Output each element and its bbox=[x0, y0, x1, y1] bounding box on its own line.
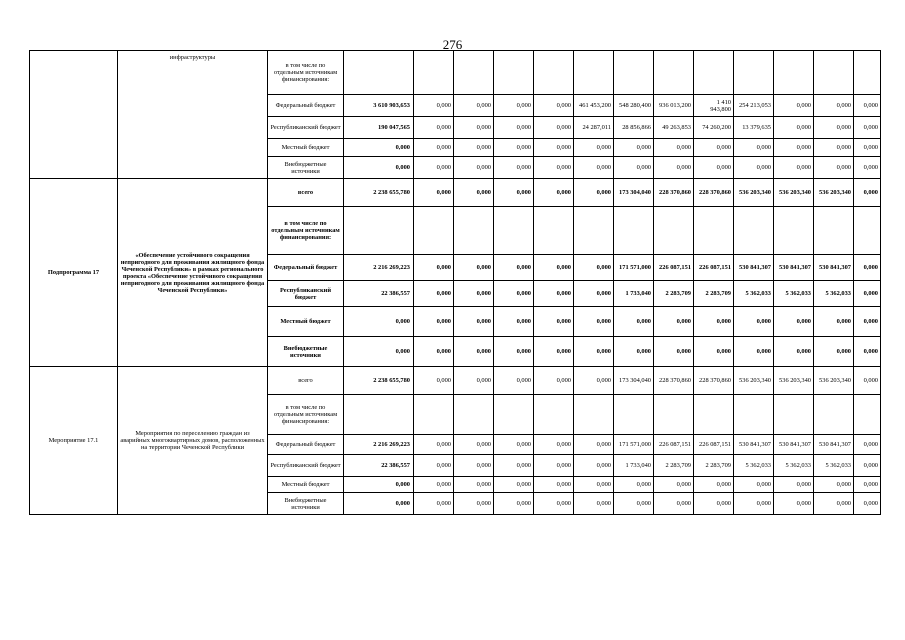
year-amount: 0,000 bbox=[414, 117, 454, 139]
budget-table bbox=[29, 50, 881, 515]
total-amount bbox=[344, 51, 414, 95]
year-amount bbox=[814, 207, 854, 255]
year-amount: 254 213,053 bbox=[734, 95, 774, 117]
funding-source: Внебюджетные источники bbox=[268, 493, 344, 515]
year-amount: 0,000 bbox=[814, 493, 854, 515]
year-amount: 0,000 bbox=[854, 455, 881, 477]
year-amount: 0,000 bbox=[494, 435, 534, 455]
year-amount: 936 013,200 bbox=[654, 95, 694, 117]
year-amount bbox=[574, 395, 614, 435]
year-amount: 0,000 bbox=[414, 367, 454, 395]
year-amount: 0,000 bbox=[854, 435, 881, 455]
year-amount: 0,000 bbox=[774, 139, 814, 157]
year-amount: 0,000 bbox=[734, 477, 774, 493]
year-amount: 0,000 bbox=[534, 455, 574, 477]
year-amount: 0,000 bbox=[734, 337, 774, 367]
year-amount: 530 841,307 bbox=[814, 255, 854, 281]
year-amount: 171 571,000 bbox=[614, 255, 654, 281]
year-amount: 0,000 bbox=[614, 139, 654, 157]
year-amount bbox=[814, 51, 854, 95]
year-amount: 0,000 bbox=[454, 179, 494, 207]
year-amount: 0,000 bbox=[534, 117, 574, 139]
total-amount: 3 610 903,653 bbox=[344, 95, 414, 117]
year-amount: 0,000 bbox=[574, 337, 614, 367]
section-label bbox=[30, 51, 118, 179]
year-amount: 0,000 bbox=[694, 337, 734, 367]
funding-source: Республиканский бюджет bbox=[268, 281, 344, 307]
funding-source: Федеральный бюджет bbox=[268, 435, 344, 455]
year-amount: 0,000 bbox=[454, 493, 494, 515]
year-amount: 0,000 bbox=[574, 307, 614, 337]
year-amount: 0,000 bbox=[454, 435, 494, 455]
funding-source: в том числе по отдельным источникам финансирования: bbox=[268, 51, 344, 95]
year-amount: 0,000 bbox=[494, 281, 534, 307]
funding-source: Республиканский бюджет bbox=[268, 455, 344, 477]
year-amount: 0,000 bbox=[494, 157, 534, 179]
year-amount: 228 370,860 bbox=[654, 367, 694, 395]
total-amount: 2 238 655,780 bbox=[344, 179, 414, 207]
total-amount bbox=[344, 395, 414, 435]
year-amount: 536 203,340 bbox=[774, 179, 814, 207]
year-amount: 1 733,040 bbox=[614, 455, 654, 477]
year-amount: 0,000 bbox=[494, 477, 534, 493]
year-amount: 0,000 bbox=[574, 455, 614, 477]
year-amount bbox=[614, 207, 654, 255]
year-amount: 0,000 bbox=[454, 255, 494, 281]
year-amount: 0,000 bbox=[814, 337, 854, 367]
year-amount: 0,000 bbox=[734, 139, 774, 157]
year-amount: 0,000 bbox=[854, 157, 881, 179]
year-amount: 0,000 bbox=[494, 367, 534, 395]
year-amount bbox=[774, 395, 814, 435]
year-amount: 0,000 bbox=[414, 307, 454, 337]
year-amount: 0,000 bbox=[694, 307, 734, 337]
year-amount: 226 087,151 bbox=[654, 255, 694, 281]
total-amount: 0,000 bbox=[344, 337, 414, 367]
year-amount: 0,000 bbox=[774, 337, 814, 367]
funding-source: Внебюджетные источники bbox=[268, 337, 344, 367]
year-amount: 228 370,860 bbox=[654, 179, 694, 207]
year-amount: 1 733,040 bbox=[614, 281, 654, 307]
year-amount: 0,000 bbox=[814, 117, 854, 139]
year-amount: 0,000 bbox=[534, 337, 574, 367]
year-amount: 226 087,151 bbox=[654, 435, 694, 455]
year-amount: 0,000 bbox=[854, 179, 881, 207]
year-amount: 0,000 bbox=[414, 455, 454, 477]
year-amount: 0,000 bbox=[574, 477, 614, 493]
year-amount: 13 379,635 bbox=[734, 117, 774, 139]
year-amount: 0,000 bbox=[854, 255, 881, 281]
year-amount: 0,000 bbox=[454, 337, 494, 367]
year-amount: 0,000 bbox=[414, 477, 454, 493]
year-amount: 0,000 bbox=[414, 139, 454, 157]
year-amount: 0,000 bbox=[854, 307, 881, 337]
year-amount: 0,000 bbox=[494, 493, 534, 515]
year-amount: 24 287,011 bbox=[574, 117, 614, 139]
year-amount: 0,000 bbox=[454, 139, 494, 157]
year-amount: 0,000 bbox=[654, 307, 694, 337]
year-amount bbox=[614, 51, 654, 95]
year-amount: 536 203,340 bbox=[814, 179, 854, 207]
total-amount: 2 238 655,780 bbox=[344, 367, 414, 395]
year-amount bbox=[854, 207, 881, 255]
year-amount: 0,000 bbox=[574, 281, 614, 307]
table-row bbox=[30, 367, 881, 395]
funding-source: Местный бюджет bbox=[268, 139, 344, 157]
year-amount bbox=[414, 207, 454, 255]
year-amount: 0,000 bbox=[774, 477, 814, 493]
year-amount bbox=[534, 51, 574, 95]
year-amount: 0,000 bbox=[614, 493, 654, 515]
year-amount bbox=[654, 51, 694, 95]
year-amount: 536 203,340 bbox=[814, 367, 854, 395]
year-amount: 0,000 bbox=[534, 255, 574, 281]
year-amount: 0,000 bbox=[534, 157, 574, 179]
year-amount bbox=[534, 395, 574, 435]
year-amount: 530 841,307 bbox=[814, 435, 854, 455]
year-amount: 0,000 bbox=[534, 307, 574, 337]
year-amount: 0,000 bbox=[454, 95, 494, 117]
year-amount bbox=[614, 395, 654, 435]
funding-source: Местный бюджет bbox=[268, 477, 344, 493]
year-amount: 0,000 bbox=[574, 179, 614, 207]
year-amount: 0,000 bbox=[534, 435, 574, 455]
year-amount: 0,000 bbox=[414, 95, 454, 117]
year-amount bbox=[694, 207, 734, 255]
year-amount bbox=[414, 395, 454, 435]
year-amount: 5 362,033 bbox=[774, 455, 814, 477]
year-amount bbox=[774, 51, 814, 95]
total-amount: 190 047,565 bbox=[344, 117, 414, 139]
year-amount bbox=[534, 207, 574, 255]
year-amount: 0,000 bbox=[454, 367, 494, 395]
year-amount bbox=[454, 395, 494, 435]
year-amount bbox=[494, 207, 534, 255]
year-amount: 0,000 bbox=[854, 367, 881, 395]
year-amount: 0,000 bbox=[454, 281, 494, 307]
year-amount: 0,000 bbox=[414, 337, 454, 367]
year-amount: 0,000 bbox=[534, 179, 574, 207]
year-amount bbox=[454, 51, 494, 95]
year-amount bbox=[734, 207, 774, 255]
funding-source: Федеральный бюджет bbox=[268, 255, 344, 281]
year-amount: 74 260,200 bbox=[694, 117, 734, 139]
year-amount: 0,000 bbox=[614, 157, 654, 179]
year-amount: 0,000 bbox=[494, 117, 534, 139]
year-amount: 536 203,340 bbox=[734, 367, 774, 395]
year-amount bbox=[494, 51, 534, 95]
year-amount bbox=[494, 395, 534, 435]
year-amount: 530 841,307 bbox=[734, 255, 774, 281]
year-amount: 0,000 bbox=[854, 493, 881, 515]
funding-source: Местный бюджет bbox=[268, 307, 344, 337]
year-amount: 49 263,853 bbox=[654, 117, 694, 139]
year-amount: 0,000 bbox=[774, 493, 814, 515]
year-amount: 0,000 bbox=[494, 337, 534, 367]
year-amount bbox=[734, 51, 774, 95]
year-amount bbox=[574, 207, 614, 255]
year-amount: 530 841,307 bbox=[774, 255, 814, 281]
year-amount: 0,000 bbox=[414, 493, 454, 515]
year-amount: 0,000 bbox=[854, 95, 881, 117]
year-amount: 0,000 bbox=[414, 435, 454, 455]
year-amount: 0,000 bbox=[534, 477, 574, 493]
year-amount: 173 304,040 bbox=[614, 179, 654, 207]
year-amount: 0,000 bbox=[574, 435, 614, 455]
funding-source: всего bbox=[268, 367, 344, 395]
year-amount bbox=[734, 395, 774, 435]
year-amount: 0,000 bbox=[694, 477, 734, 493]
year-amount bbox=[414, 51, 454, 95]
year-amount: 28 856,866 bbox=[614, 117, 654, 139]
funding-source: Республиканский бюджет bbox=[268, 117, 344, 139]
year-amount: 0,000 bbox=[534, 367, 574, 395]
funding-source: в том числе по отдельным источникам финансирования: bbox=[268, 395, 344, 435]
year-amount: 0,000 bbox=[774, 95, 814, 117]
total-amount: 0,000 bbox=[344, 493, 414, 515]
year-amount: 0,000 bbox=[534, 493, 574, 515]
year-amount: 0,000 bbox=[694, 493, 734, 515]
year-amount: 5 362,033 bbox=[774, 281, 814, 307]
total-amount: 0,000 bbox=[344, 307, 414, 337]
year-amount: 0,000 bbox=[454, 455, 494, 477]
year-amount bbox=[454, 207, 494, 255]
year-amount: 0,000 bbox=[534, 139, 574, 157]
year-amount: 5 362,033 bbox=[734, 455, 774, 477]
year-amount: 0,000 bbox=[574, 139, 614, 157]
year-amount: 0,000 bbox=[654, 477, 694, 493]
year-amount: 0,000 bbox=[774, 117, 814, 139]
year-amount: 0,000 bbox=[414, 281, 454, 307]
year-amount: 0,000 bbox=[854, 117, 881, 139]
year-amount: 0,000 bbox=[734, 307, 774, 337]
funding-source: Федеральный бюджет bbox=[268, 95, 344, 117]
year-amount: 0,000 bbox=[614, 337, 654, 367]
funding-source: в том числе по отдельным источникам финансирования: bbox=[268, 207, 344, 255]
year-amount: 0,000 bbox=[614, 477, 654, 493]
year-amount: 0,000 bbox=[814, 139, 854, 157]
year-amount: 0,000 bbox=[774, 157, 814, 179]
year-amount: 0,000 bbox=[734, 493, 774, 515]
year-amount: 0,000 bbox=[814, 307, 854, 337]
year-amount: 0,000 bbox=[454, 157, 494, 179]
year-amount: 0,000 bbox=[414, 255, 454, 281]
year-amount: 173 304,040 bbox=[614, 367, 654, 395]
year-amount: 5 362,033 bbox=[734, 281, 774, 307]
year-amount: 0,000 bbox=[494, 307, 534, 337]
year-amount: 1 410 943,800 bbox=[694, 95, 734, 117]
year-amount: 530 841,307 bbox=[734, 435, 774, 455]
year-amount bbox=[854, 395, 881, 435]
year-amount: 0,000 bbox=[494, 139, 534, 157]
year-amount bbox=[694, 395, 734, 435]
year-amount: 5 362,033 bbox=[814, 281, 854, 307]
section-label: Мероприятие 17.1 bbox=[30, 367, 118, 515]
year-amount: 0,000 bbox=[774, 307, 814, 337]
year-amount: 2 283,709 bbox=[694, 455, 734, 477]
year-amount: 0,000 bbox=[814, 157, 854, 179]
year-amount: 228 370,860 bbox=[694, 179, 734, 207]
total-amount: 0,000 bbox=[344, 157, 414, 179]
year-amount bbox=[774, 207, 814, 255]
year-amount: 0,000 bbox=[574, 367, 614, 395]
year-amount bbox=[814, 395, 854, 435]
year-amount: 0,000 bbox=[854, 139, 881, 157]
funding-source: всего bbox=[268, 179, 344, 207]
year-amount bbox=[654, 207, 694, 255]
year-amount: 0,000 bbox=[494, 95, 534, 117]
year-amount bbox=[574, 51, 614, 95]
year-amount: 228 370,860 bbox=[694, 367, 734, 395]
year-amount bbox=[654, 395, 694, 435]
year-amount: 0,000 bbox=[414, 157, 454, 179]
section-description: Мероприятия по переселению граждан из аварийных многоквартирных домов, расположенных на территории Чеченской Республики bbox=[118, 367, 268, 515]
year-amount: 0,000 bbox=[854, 477, 881, 493]
year-amount: 171 571,000 bbox=[614, 435, 654, 455]
total-amount bbox=[344, 207, 414, 255]
total-amount: 0,000 bbox=[344, 139, 414, 157]
year-amount: 2 283,709 bbox=[654, 455, 694, 477]
year-amount: 0,000 bbox=[494, 255, 534, 281]
year-amount: 0,000 bbox=[534, 95, 574, 117]
year-amount: 536 203,340 bbox=[734, 179, 774, 207]
year-amount: 0,000 bbox=[654, 157, 694, 179]
year-amount: 0,000 bbox=[654, 493, 694, 515]
year-amount: 0,000 bbox=[654, 337, 694, 367]
year-amount: 0,000 bbox=[414, 179, 454, 207]
year-amount: 0,000 bbox=[734, 157, 774, 179]
year-amount: 530 841,307 bbox=[774, 435, 814, 455]
total-amount: 22 386,557 bbox=[344, 455, 414, 477]
year-amount: 536 203,340 bbox=[774, 367, 814, 395]
year-amount: 0,000 bbox=[694, 139, 734, 157]
year-amount: 461 453,200 bbox=[574, 95, 614, 117]
year-amount: 0,000 bbox=[534, 281, 574, 307]
year-amount: 2 283,709 bbox=[654, 281, 694, 307]
year-amount: 0,000 bbox=[654, 139, 694, 157]
year-amount bbox=[854, 51, 881, 95]
total-amount: 2 216 269,223 bbox=[344, 255, 414, 281]
year-amount: 0,000 bbox=[574, 255, 614, 281]
year-amount: 0,000 bbox=[814, 477, 854, 493]
year-amount: 0,000 bbox=[454, 307, 494, 337]
year-amount: 0,000 bbox=[494, 455, 534, 477]
year-amount: 2 283,709 bbox=[694, 281, 734, 307]
year-amount: 226 087,151 bbox=[694, 255, 734, 281]
year-amount: 226 087,151 bbox=[694, 435, 734, 455]
year-amount: 0,000 bbox=[694, 157, 734, 179]
year-amount: 0,000 bbox=[494, 179, 534, 207]
table-row bbox=[30, 179, 881, 207]
total-amount: 22 386,557 bbox=[344, 281, 414, 307]
year-amount: 0,000 bbox=[574, 157, 614, 179]
table-row bbox=[30, 51, 881, 95]
section-description: инфраструктуры bbox=[118, 51, 268, 179]
year-amount: 0,000 bbox=[814, 95, 854, 117]
year-amount: 5 362,033 bbox=[814, 455, 854, 477]
funding-source: Внебюджетные источники bbox=[268, 157, 344, 179]
section-description: «Обеспечение устойчивого сокращения непригодного для проживания жилищного фонда Чеченской Республики» в рамках регионального проекта «Обеспечение устойчивого сокращения непригодного для проживания жилищного фонда Чеченской Республики» bbox=[118, 179, 268, 367]
year-amount: 0,000 bbox=[454, 477, 494, 493]
year-amount: 548 280,400 bbox=[614, 95, 654, 117]
total-amount: 2 216 269,223 bbox=[344, 435, 414, 455]
section-label: Подпрограмма 17 bbox=[30, 179, 118, 367]
year-amount: 0,000 bbox=[574, 493, 614, 515]
year-amount: 0,000 bbox=[614, 307, 654, 337]
page-number: 276 bbox=[442, 37, 463, 52]
year-amount: 0,000 bbox=[854, 337, 881, 367]
year-amount: 0,000 bbox=[854, 281, 881, 307]
year-amount bbox=[694, 51, 734, 95]
total-amount: 0,000 bbox=[344, 477, 414, 493]
year-amount: 0,000 bbox=[454, 117, 494, 139]
